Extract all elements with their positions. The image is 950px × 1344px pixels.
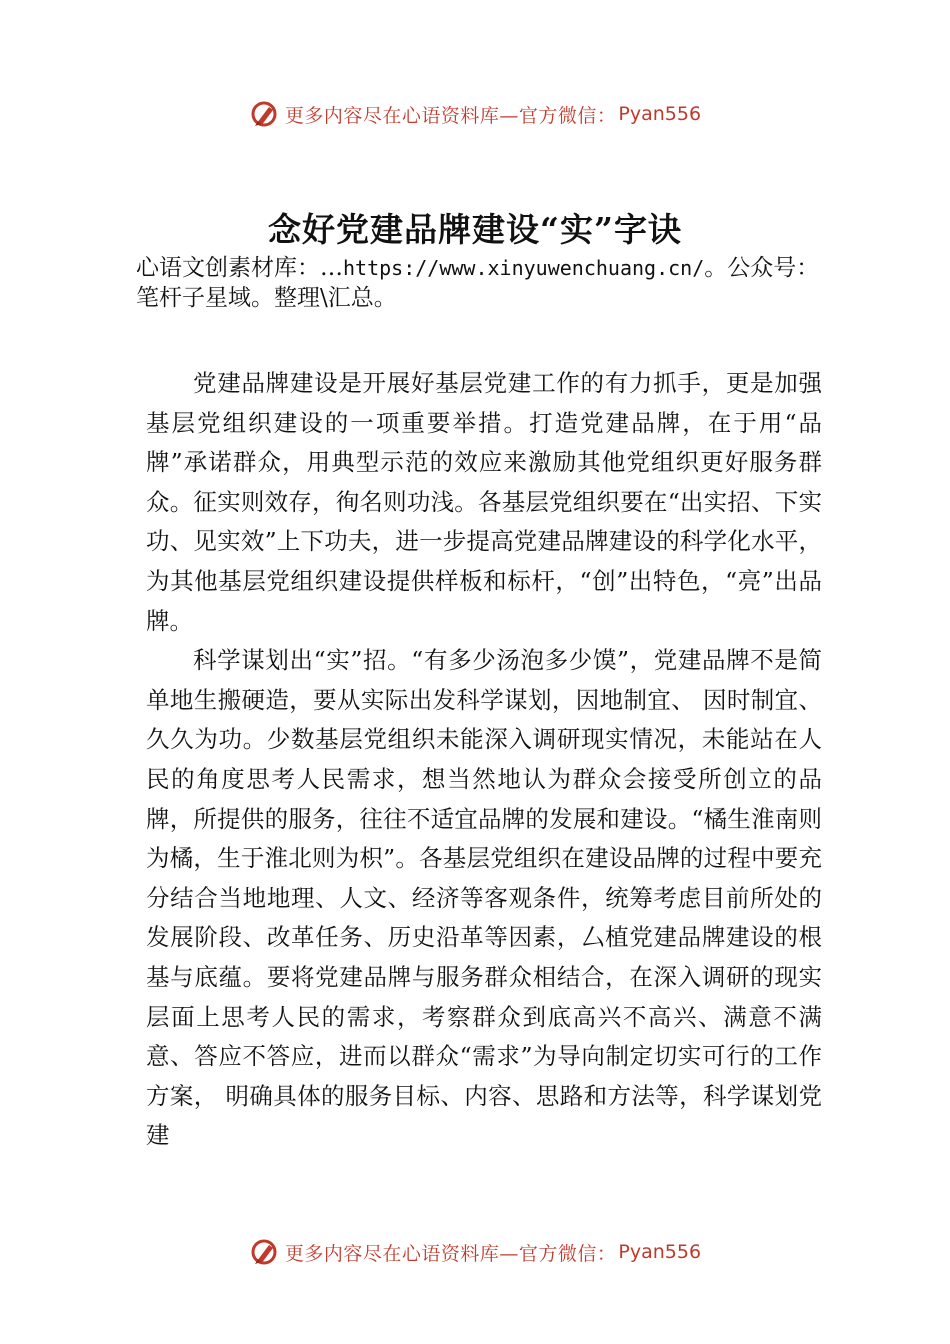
banner-wechat-id: Pyan556 [618, 1241, 702, 1263]
pen-logo-icon [249, 99, 279, 129]
source-line [136, 253, 836, 313]
banner-text: 更多内容尽在心语资料库—官方微信： [284, 1242, 617, 1265]
document-body [146, 364, 822, 1156]
source-url: https://www.xinyuwenchuang.cn/ [343, 256, 705, 280]
banner-wechat-id: Pyan556 [618, 103, 702, 125]
paragraph: 党建品牌建设是开展好基层党建工作的有力抓手，更是加强基层党组织建设的一项重要举措。打造党建品牌，在于用“品牌”承诺群众，用典型示范的效应来激励其他党组织更好服务群众。征实则效存，徇名则功浅。各基层党组织要在“出实招、下实功、见实效”上下功夫，进一步提高党建品牌建设的科学化水平，为其他基层党组织建设提供样板和标杆，“创”出特色，“亮”出品牌。 [146, 369, 822, 635]
document-title: 念好党建品牌建设“实”字诀 [268, 210, 682, 249]
paragraph: 科学谋划出“实”招。“有多少汤泡多少馍”，党建品牌不是简单地生搬硬造，要从实际出发科学谋划，因地制宜、 因时制宜、久久为功。少数基层党组织未能深入调研现实情况，未能站在人民的角度思考人民需求，想当然地认为群众会接受所创立的品牌，所提供的服务，往往不适宜品牌的发展和建设。“橘生淮南则为橘，生于淮北则为枳”。各基层党组织在建设品牌的过程中要充分结合当地地理、人文、经济等客观条件，统筹考虑目前所处的发展阶段、改革任务、历史沿革等因素，厶植党建品牌建设的根基与底蕴。要将党建品牌与服务群众相结合，在深入调研的现实层面上思考人民的需求，考察群众到底高兴不高兴、满意不满意、答应不答应，进而以群众“需求”为导向制定切实可行的工作方案， 明确具体的服务目标、内容、思路和方法等，科学谋划党建 [146, 646, 822, 1150]
banner-text: 更多内容尽在心语资料库—官方微信： [284, 104, 617, 127]
source-prefix: 心语文创素材库：… [136, 255, 343, 281]
header-banner [0, 94, 950, 134]
pen-logo-icon [249, 1237, 279, 1267]
source-suffix: 。公众号：笔杆子星域。整理\汇总。 [136, 255, 820, 311]
footer-banner [0, 1232, 950, 1272]
